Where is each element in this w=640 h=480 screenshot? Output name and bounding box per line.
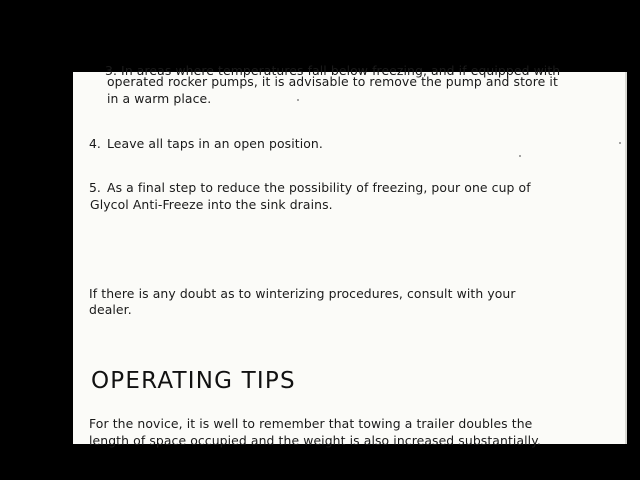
tips-line-2: length of space occupied and the weight is also increased substantially.: [89, 433, 541, 448]
item-3-line-2: in a warm place.: [107, 91, 212, 106]
scan-speck: [519, 155, 521, 157]
item-4-text: Leave all taps in an open position.: [107, 136, 323, 151]
item-5-line-1: As a final step to reduce the possibility of freezing, pour one cup of: [107, 180, 531, 195]
note-line-1: If there is any doubt as to winterizing procedures, consult with your: [89, 286, 516, 301]
item-5-line-2: Glycol Anti-Freeze into the sink drains.: [90, 197, 333, 212]
note-line-2: dealer.: [89, 302, 132, 317]
item-4-number: 4.: [89, 136, 101, 151]
item-3-cut-line: 3. In areas where temperatures fall below freezing, and if equipped with: [105, 63, 561, 78]
item-5-number: 5.: [89, 180, 101, 195]
item-3-line-1: operated rocker pumps, it is advisable to remove the pump and store it: [107, 74, 558, 89]
scan-speck: [297, 99, 299, 101]
tips-line-1: For the novice, it is well to remember that towing a trailer doubles the: [89, 416, 533, 431]
section-heading: OPERATING TIPS: [91, 368, 296, 394]
scan-speck: [619, 142, 621, 144]
document-page: [73, 63, 627, 448]
